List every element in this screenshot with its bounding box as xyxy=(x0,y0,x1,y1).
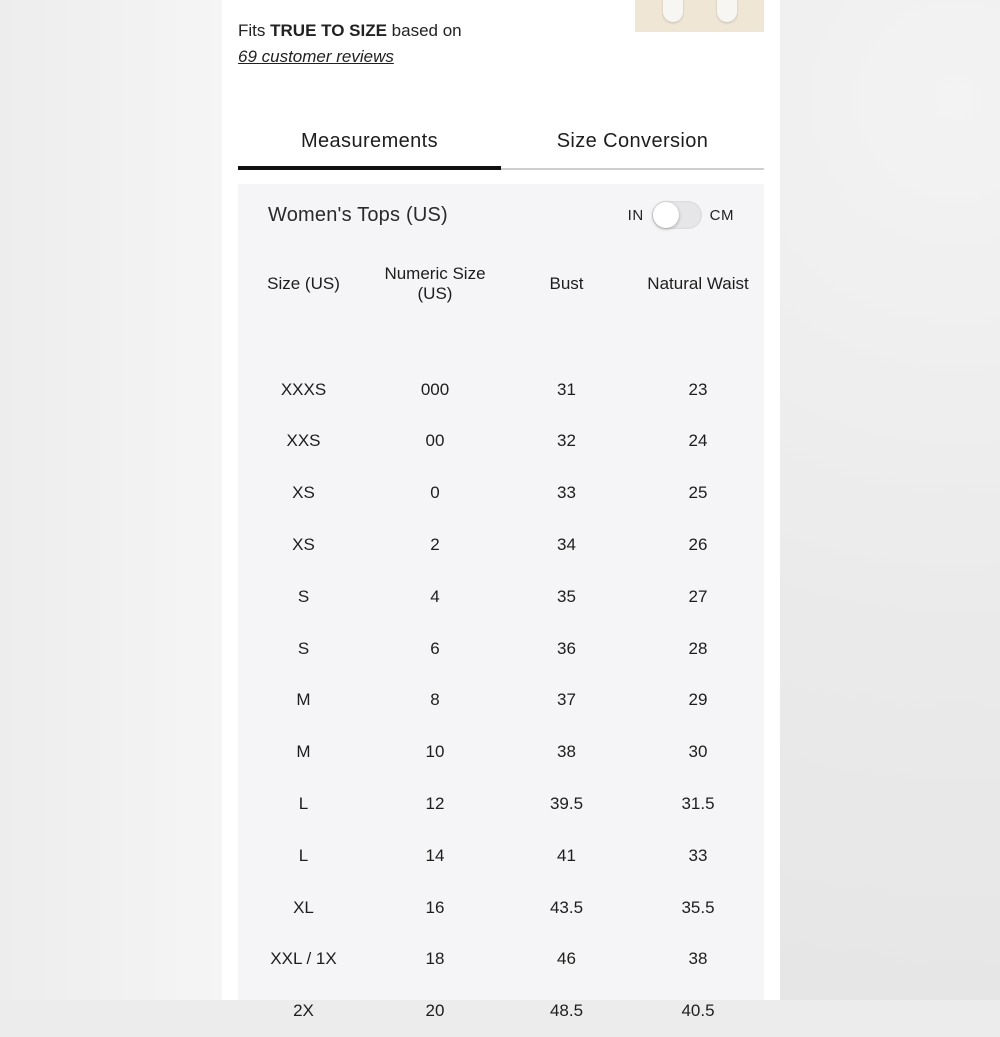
cell-natural-waist: 25 xyxy=(688,483,708,503)
cell-natural-waist: 27 xyxy=(688,586,708,606)
cell-size: S xyxy=(297,638,310,658)
fit-suffix: based on xyxy=(391,21,462,40)
unit-toggle xyxy=(628,199,734,231)
background-left xyxy=(0,0,222,1000)
cell-size: XXL / 1X xyxy=(270,949,337,969)
table-spacer xyxy=(238,312,764,364)
cell-numeric-size: 18 xyxy=(425,949,445,969)
cell-size: M xyxy=(296,742,311,762)
table-row xyxy=(238,985,764,1037)
cell-bust: 41 xyxy=(557,845,576,865)
unit-switch-knob xyxy=(653,202,679,228)
column-header-size: Size (US) xyxy=(267,274,340,293)
cell-natural-waist: 38 xyxy=(688,949,708,969)
cell-bust: 37 xyxy=(557,690,576,710)
cell-bust: 32 xyxy=(557,431,576,451)
cell-size: S xyxy=(297,586,310,606)
cell-size: XXS xyxy=(286,431,321,451)
cell-numeric-size: 10 xyxy=(425,742,445,762)
cell-numeric-size: 000 xyxy=(420,379,450,399)
table-row xyxy=(238,830,764,882)
table-row xyxy=(238,571,764,623)
cell-bust: 46 xyxy=(557,949,576,969)
cell-numeric-size: 6 xyxy=(430,638,440,658)
cell-natural-waist: 31.5 xyxy=(681,794,715,814)
table-row xyxy=(238,416,764,468)
cell-natural-waist: 29 xyxy=(688,690,708,710)
cell-natural-waist: 28 xyxy=(688,638,708,658)
table-row xyxy=(238,467,764,519)
cell-numeric-size: 4 xyxy=(430,586,440,606)
size-table-header xyxy=(238,256,764,312)
column-header-natural-waist: Natural Waist xyxy=(647,274,749,293)
fit-emphasis: TRUE TO SIZE xyxy=(270,21,387,40)
cell-numeric-size: 14 xyxy=(425,845,445,865)
unit-switch[interactable] xyxy=(652,201,702,229)
cell-natural-waist: 40.5 xyxy=(681,1001,715,1021)
cell-bust: 35 xyxy=(557,586,576,606)
table-row xyxy=(238,519,764,571)
column-header-bust: Bust xyxy=(549,274,584,293)
cell-bust: 34 xyxy=(557,535,576,555)
cell-bust: 48.5 xyxy=(549,1001,584,1021)
product-thumbnail[interactable] xyxy=(635,0,764,32)
cell-numeric-size: 12 xyxy=(425,794,445,814)
cell-size: XS xyxy=(292,535,315,555)
cell-size: XS xyxy=(292,483,315,503)
cell-size: XXXS xyxy=(280,379,327,399)
cell-natural-waist: 33 xyxy=(688,845,708,865)
cell-numeric-size: 8 xyxy=(430,690,440,710)
size-chart-card xyxy=(238,184,764,1021)
cell-bust: 36 xyxy=(557,638,576,658)
cell-natural-waist: 23 xyxy=(688,379,708,399)
cell-numeric-size: 00 xyxy=(425,431,445,451)
cell-bust: 43.5 xyxy=(549,897,584,917)
cell-bust: 38 xyxy=(557,742,576,762)
cell-numeric-size: 0 xyxy=(430,483,440,503)
product-image-shoe-right xyxy=(717,0,737,22)
cell-natural-waist: 30 xyxy=(688,742,708,762)
cell-bust: 39.5 xyxy=(549,794,584,814)
cell-natural-waist: 35.5 xyxy=(681,897,715,917)
cell-bust: 31 xyxy=(557,379,576,399)
table-row xyxy=(238,778,764,830)
cell-numeric-size: 2 xyxy=(430,535,440,555)
unit-label-cm[interactable]: CM xyxy=(709,206,734,224)
size-chart-title: Women's Tops (US) xyxy=(268,204,448,226)
size-table-body xyxy=(238,312,764,1037)
size-guide-tabs xyxy=(238,118,764,170)
unit-label-in[interactable]: IN xyxy=(627,206,644,224)
table-row xyxy=(238,934,764,986)
fit-prefix: Fits xyxy=(238,21,266,40)
background-right xyxy=(780,0,1000,1000)
tab-measurements[interactable]: Measurements xyxy=(238,118,501,168)
table-row xyxy=(238,882,764,934)
product-image-shoe-left xyxy=(663,0,683,22)
table-row xyxy=(238,726,764,778)
cell-size: L xyxy=(298,794,309,814)
customer-reviews-link[interactable]: 69 customer reviews xyxy=(238,47,394,66)
cell-size: 2X xyxy=(293,1001,314,1021)
table-row xyxy=(238,623,764,675)
size-guide-panel xyxy=(222,0,780,1021)
tab-size-conversion[interactable]: Size Conversion xyxy=(556,130,709,152)
size-table xyxy=(238,256,764,1037)
cell-bust: 33 xyxy=(557,483,576,503)
table-row xyxy=(238,364,764,416)
table-row xyxy=(238,675,764,727)
cell-size: XL xyxy=(293,897,314,917)
cell-natural-waist: 26 xyxy=(688,535,708,555)
column-header-numeric-size: Numeric Size (US) xyxy=(384,264,486,303)
fit-summary xyxy=(238,20,462,42)
cell-size: M xyxy=(296,690,311,710)
cell-numeric-size: 16 xyxy=(425,897,445,917)
cell-natural-waist: 24 xyxy=(688,431,708,451)
cell-numeric-size: 20 xyxy=(425,1001,445,1021)
cell-size: L xyxy=(298,845,309,865)
